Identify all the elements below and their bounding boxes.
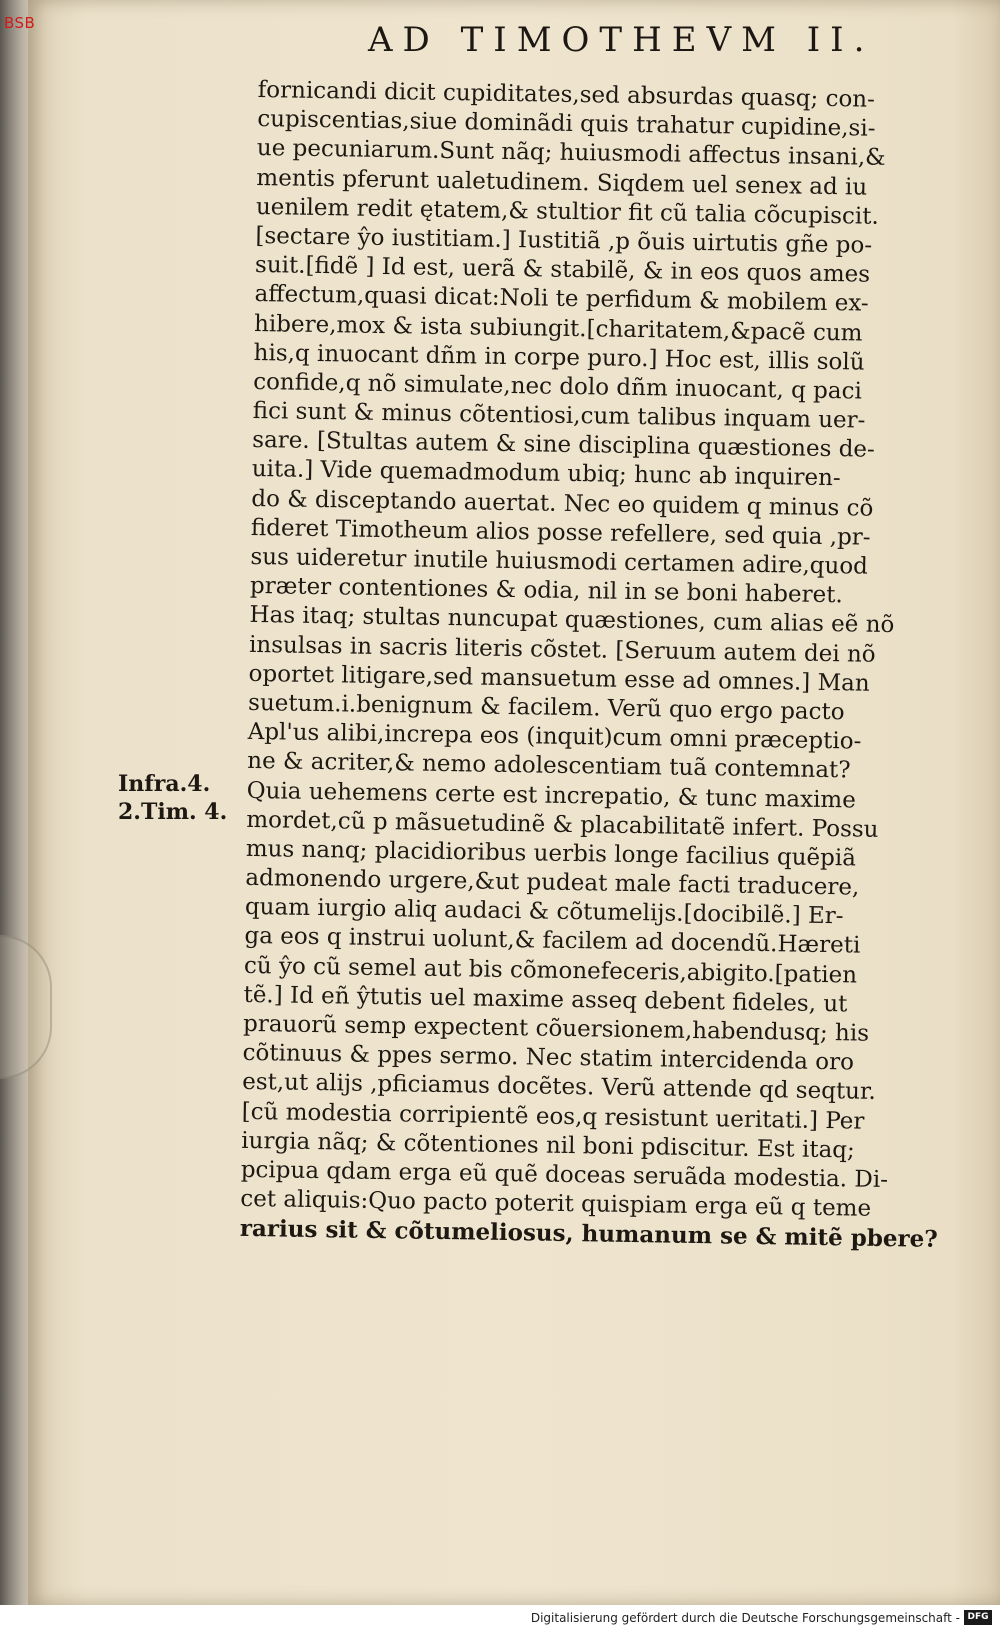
text-line: fideret Timotheum alios posse refellere, sed quia ,pr- xyxy=(250,514,871,551)
text-line: confide,q nõ simulate,nec dolo dñm inuocant, q paci xyxy=(252,368,863,405)
funder-logo: DFG xyxy=(964,1610,992,1625)
text-line: iurgia nãq; & cõtentiones nil boni pdiscitur. Est itaq; xyxy=(241,1127,855,1164)
text-line: tẽ.] Id eñ ŷtutis uel maxime asseq debent fideles, ut xyxy=(243,981,848,1018)
text-line: ne & acriter,& nemo adolescentiam tuã contemnat? xyxy=(247,748,851,784)
text-line: [cũ modestia corripientẽ eos,q resistunt ueritati.] Per xyxy=(241,1098,865,1135)
book-page xyxy=(28,0,1000,1605)
text-line: mentis pferunt ualetudinem. Siqdem uel senex ad iu xyxy=(256,164,868,201)
library-mark: BSB xyxy=(4,14,36,32)
text-line: Has itaq; stultas nuncupat quæstiones, cum alias eẽ nõ xyxy=(249,602,895,639)
text-line: suit.[fidẽ ] Id est, uerã & stabilẽ, & in eos quos ames xyxy=(254,252,871,288)
text-line: cũ ŷo cũ semel aut bis cõmonefeceris,abigito.[patien xyxy=(243,952,858,989)
text-line: mus nanq; placidioribus uerbis longe facilius quẽpiã xyxy=(245,835,857,872)
text-line: his,q inuocant dñm in corpe puro.] Hoc est, illis solũ xyxy=(253,339,865,376)
text-line: præter contentiones & odia, nil in se boni haberet. xyxy=(249,573,843,609)
text-line: ue pecuniarum.Sunt nãq; huiusmodi affectus insani,& xyxy=(256,135,886,172)
text-line: cõtinuus & ppes sermo. Nec statim intercidenda oro xyxy=(242,1040,855,1076)
text-line: insulsas in sacris literis cõstet. [Seruum autem dei nõ xyxy=(248,631,876,668)
text-line: do & disceptando auertat. Nec eo quidem q minus cõ xyxy=(251,485,874,522)
text-line: oportet litigare,sed mansuetum esse ad omnes.] Man xyxy=(248,660,870,697)
text-line: admonendo urgere,&ut pudeat male facti traducere, xyxy=(245,864,860,901)
margin-notes xyxy=(118,770,248,826)
text-line: Apl'us alibi,increpa eos (inquit)cum omni præceptio- xyxy=(247,719,862,755)
text-line: cupiscentias,siue dominãdi quis trahatur cupidine,si- xyxy=(257,106,876,142)
text-line: ga eos q instrui uolunt,& facilem ad docendũ.Hæreti xyxy=(244,923,861,960)
text-line: Quia uehemens certe est increpatio, & tunc maxime xyxy=(246,777,857,813)
running-head: AD TIMOTHEVM II. xyxy=(368,20,875,60)
main-text-block xyxy=(240,76,958,1254)
text-line: sus uideretur inutile huiusmodi certamen adire,quod xyxy=(250,543,869,580)
text-line: est,ut alijs ,pficiamus docẽtes. Verũ attende qd seqtur. xyxy=(241,1069,876,1106)
text-line: suetum.i.benignum & facilem. Verũ quo ergo pacto xyxy=(247,689,845,726)
text-line: quam iurgio aliq audaci & cõtumelijs.[docibilẽ.] Er- xyxy=(244,894,844,930)
text-line: pcipua qdam erga eũ quẽ doceas seruãda modestia. Di- xyxy=(240,1156,889,1193)
text-line: mordet,cũ p mãsuetudinẽ & placabilitatẽ infert. Possu xyxy=(246,806,879,843)
footer-credit: Digitalisierung gefördert durch die Deutsche Forschungsgemeinschaft - xyxy=(530,1611,960,1625)
text-line: uenilem redit ętatem,& stultior fit cũ talia cõcupiscit. xyxy=(255,193,879,230)
text-line: sare. [Stultas autem & sine disciplina quæstiones de- xyxy=(252,427,875,463)
text-line: fici sunt & minus cõtentiosi,cum talibus inquam uer- xyxy=(252,398,866,434)
text-line: prauorũ semp expectent cõuersionem,habendusq; his xyxy=(242,1010,870,1047)
text-line: cet aliquis:Quo pacto poterit quispiam erga eũ q teme xyxy=(240,1185,872,1222)
text-line: hibere,mox & ista subiungit.[charitatem,&pacẽ cum xyxy=(253,310,863,347)
margin-note-reference: Infra.4. xyxy=(118,771,211,797)
text-line: uita.] Vide quemadmodum ubiq; hunc ab inquiren- xyxy=(251,456,841,492)
text-line: rarius sit & cõtumeliosus, humanum se & mitẽ pbere? xyxy=(239,1215,938,1254)
text-line: affectum,quasi dicat:Noli te perfidum & mobilem ex- xyxy=(254,281,869,317)
text-line: [sectare ŷo iustitiam.] Iustitiã ,p õuis uirtutis gñe po- xyxy=(255,222,873,259)
margin-note-reference: 2.Tim. 4. xyxy=(118,799,228,825)
text-line: fornicandi dicit cupiditates,sed absurdas quasq; con- xyxy=(257,76,876,113)
